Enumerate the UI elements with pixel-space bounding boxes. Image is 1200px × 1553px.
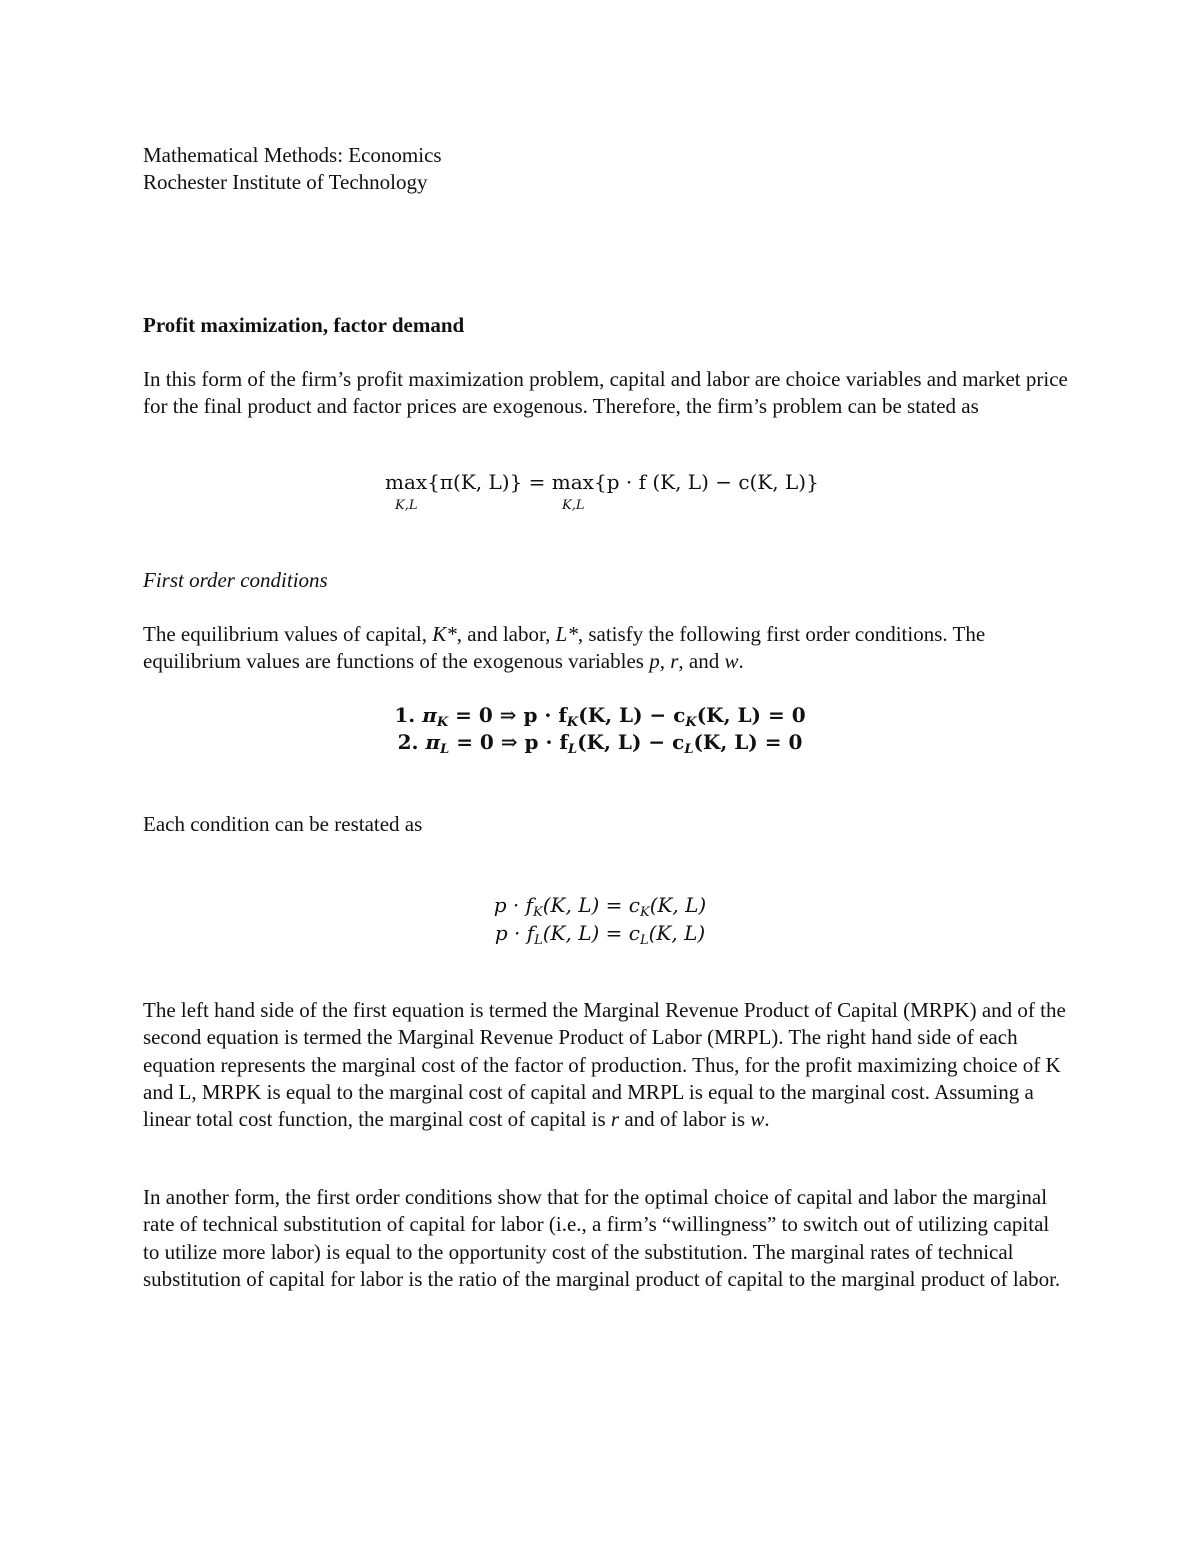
mrp-text: The left hand side of the first equation is termed the Marginal Revenue Product of Capital (MRPK) and of the second equation is termed the Marginal Revenue Product of Labor (MRPL). The right hand side of each equation represents the marginal cost of the factor of production. Thus, for the profit maximizing choice of K and L, MRPK is equal to the marginal cost of capital and MRPL is equal to the marginal cost. Assuming a linear total cost function, the marginal cost of capital is	[143, 998, 1066, 1132]
f-subscript: L	[534, 933, 543, 948]
pi-subscript: K	[436, 715, 449, 730]
foc-intro-text-3: , satisfy the following first order conditions. The equilibrium values are functions of the exogenous variables	[143, 622, 986, 674]
max-operator-lhs: max	[385, 470, 428, 494]
objective-equation	[385, 470, 819, 494]
foc-equation-2	[0, 730, 1200, 757]
foc-args-2: (K, L) = 0	[696, 703, 806, 727]
c-subscript: L	[684, 742, 694, 757]
k-star: K*	[432, 622, 457, 646]
f-subscript: K	[533, 905, 543, 920]
restated-equation-1	[0, 893, 1200, 920]
restated-mid: (K, L) = c	[542, 921, 640, 945]
foc-number: 2.	[397, 730, 426, 754]
course-title: Mathematical Methods: Economics	[143, 143, 442, 167]
mrts-paragraph: In another form, the first order conditions show that for the optimal choice of capital and labor the marginal rate of technical substitution of capital for labor (i.e., a firm’s “willingness” to switch out of utilizing capital to utilize more labor) is equal to the opportunity cost of the substitution. The marginal rates of technical substitution of capital for labor is the ratio of the marginal product of capital to the marginal product of labor.	[143, 1185, 1061, 1291]
objective-lhs-expr: {π(K, L)}	[427, 470, 523, 494]
institution-name: Rochester Institute of Technology	[143, 170, 428, 194]
sep-2: , and	[678, 649, 725, 674]
restated-lhs: p · f	[494, 921, 535, 945]
pi-subscript: L	[440, 742, 450, 757]
pi-symbol: π	[425, 730, 441, 754]
c-subscript: K	[685, 715, 697, 730]
restated-equation-2	[0, 921, 1200, 948]
sep-1: ,	[659, 649, 671, 674]
var-w: w	[724, 649, 739, 674]
restate-text: Each condition can be restated as	[143, 812, 423, 836]
foc-mid: = 0 ⇒ p · f	[448, 703, 567, 727]
intro-paragraph: In this form of the firm’s profit maximization problem, capital and labor are choice variables and market price for the final product and factor prices are exogenous. Therefore, the firm’s problem can be stated as	[143, 367, 1068, 419]
foc-args-2: (K, L) = 0	[693, 730, 803, 754]
foc-heading: First order conditions	[143, 568, 328, 592]
foc-mid: = 0 ⇒ p · f	[449, 730, 569, 754]
objective-rhs-expr: {p · f (K, L) − c(K, L)}	[593, 470, 819, 494]
restated-end: (K, L)	[649, 893, 707, 917]
max-subscript-rhs: K,L	[562, 498, 585, 513]
max-subscript-lhs: K,L	[395, 498, 418, 513]
var-r: r	[610, 1107, 620, 1132]
max-operator-rhs: max	[551, 470, 594, 494]
foc-intro-text-1: The equilibrium values of capital,	[143, 622, 433, 646]
pi-symbol: π	[422, 703, 437, 727]
restated-mid: (K, L) = c	[542, 893, 640, 917]
foc-intro-paragraph	[143, 621, 1068, 676]
mrp-mid: and of labor is	[619, 1107, 751, 1132]
c-subscript: L	[639, 933, 649, 948]
section-title: Profit maximization, factor demand	[143, 313, 465, 337]
foc-args-1: (K, L) − c	[577, 730, 685, 754]
restated-lhs: p · f	[493, 893, 534, 917]
mrp-paragraph	[143, 997, 1068, 1133]
var-w: w	[750, 1107, 765, 1132]
f-subscript: L	[568, 742, 578, 757]
equals-sign: =	[528, 470, 546, 494]
period: .	[764, 1107, 770, 1132]
f-subscript: K	[566, 715, 579, 730]
l-star: L*	[555, 622, 578, 646]
foc-equation-1	[0, 703, 1200, 730]
foc-intro-text-2: , and labor,	[456, 622, 556, 646]
foc-args-1: (K, L) − c	[578, 703, 686, 727]
var-p: p	[649, 649, 660, 674]
period: .	[738, 649, 744, 674]
foc-number: 1.	[394, 703, 423, 727]
c-subscript: K	[639, 905, 650, 920]
var-r: r	[670, 649, 679, 674]
restated-end: (K, L)	[648, 921, 706, 945]
